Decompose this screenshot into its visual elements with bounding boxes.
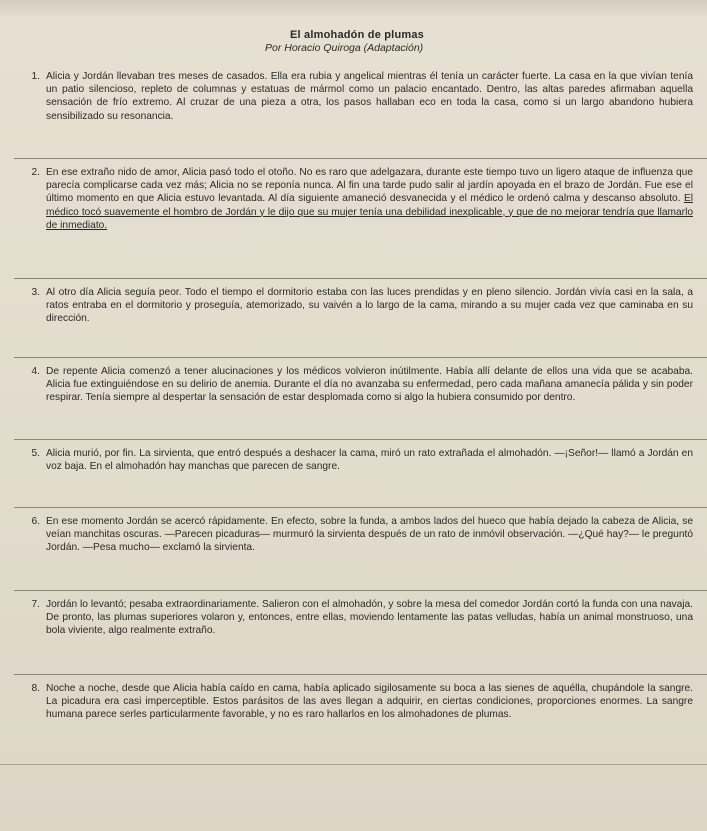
paragraph-4 xyxy=(0,365,707,433)
paragraph-number: 2. xyxy=(31,167,40,178)
paragraph-text: Al otro día Alicia seguía peor. Todo el tiempo el dormitorio estaba con las luces prendidas y en pleno silencio. Jordán vivía casi en la sala, a ratos entraba en el dormitorio y proseguía, atemorizado, su vaivén a lo largo de la cama, mirando a su mujer cada vez que caminaba en su dirección. xyxy=(46,287,693,325)
separator-line xyxy=(14,158,707,159)
underlined-passage: El médico tocó suavemente el hombro de Jordán y le dijo que su mujer tenía una debilidad inexplicable, y que de no mejorar tendría que llamarlo de inmediato. xyxy=(46,193,693,231)
paragraph-text: Jordán lo levantó; pesaba extraordinariamente. Salieron con el almohadón, y sobre la mesa del comedor Jordán cortó la funda con una navaja. De pronto, las plumas superiores volaron y, entonces, entre ellas, moviendo lentamente las patas velludas, había un animal monstruoso, una bola viviente, algo realmente extraño. xyxy=(46,599,693,637)
paragraph-2 xyxy=(0,166,707,266)
separator-line xyxy=(14,507,707,508)
paragraph-7 xyxy=(0,598,707,668)
paragraph-text: Alicia y Jordán llevaban tres meses de casados. Ella era rubia y angelical mientras él tenía un carácter fuerte. La casa en la que vivían tenía un patio silencioso, repleto de columnas y estatuas de mármol como un palacio encantado. Dentro, las altas paredes afirmaban aquella sensación de frío extremo. Al cruzar de una pieza a otra, los pasos hallaban eco en toda la casa, como si un largo abandono hubiera sensibilizado su resonancia. xyxy=(46,71,693,122)
paragraph-number: 8. xyxy=(31,683,40,694)
paragraph-number: 3. xyxy=(31,287,40,298)
separator-line xyxy=(14,357,707,358)
paragraph-text: En ese momento Jordán se acercó rápidamente. En efecto, sobre la funda, a ambos lados del hueco que había dejado la cabeza de Alicia, se veían manchitas oscuras. —Parecen picaduras— murmuró la sirvienta después de un rato de inmóvil observación. —¿Qué hay?— le preguntó Jordán. —Pesa mucho— exclamó la sirvienta. xyxy=(46,516,693,554)
separator-line xyxy=(14,439,707,440)
paragraph-3 xyxy=(0,286,707,352)
paragraph-number: 4. xyxy=(31,366,40,377)
paragraph-number: 7. xyxy=(31,599,40,610)
paragraph-8 xyxy=(0,682,707,756)
document-title: El almohadón de plumas xyxy=(290,29,424,41)
document-subtitle: Por Horacio Quiroga (Adaptación) xyxy=(265,42,424,54)
paragraph-5 xyxy=(0,447,707,501)
separator-line xyxy=(14,278,707,279)
page-shadow xyxy=(0,0,707,18)
paragraph-text-plain: En ese extraño nido de amor, Alicia pasó todo el otoño. No es raro que adelgazara, durante este tiempo tuvo un ligero ataque de influenza que parecía complicarse cada vez más; Alicia no se reponía nunca. Al fin una tarde pudo salir al jardín apoyada en el brazo de Jordán. Fue ese el último momento en que Alicia estuvo levantada. Al día siguiente amaneció desvanecida y el médico le ordenó calma y descanso absoluto. xyxy=(46,167,693,205)
paragraph-text xyxy=(46,166,693,232)
separator-line xyxy=(14,590,707,591)
paragraph-number: 5. xyxy=(31,448,40,459)
paragraph-text: Alicia murió, por fin. La sirvienta, que entró después a deshacer la cama, miró un rato extrañada el almohadón. —¡Señor!— llamó a Jordán en voz baja. En el almohadón hay manchas que parecen de sangre. xyxy=(46,448,693,473)
bottom-separator xyxy=(0,764,707,765)
paragraph-6 xyxy=(0,515,707,585)
paragraph-1 xyxy=(0,70,707,150)
separator-line xyxy=(14,674,707,675)
paragraph-text: De repente Alicia comenzó a tener alucinaciones y los médicos volvieron inútilmente. Había allí delante de ellos una vida que se acababa. Alicia fue extinguiéndose en su delirio de anemia. Durante el día no avanzaba su enfermedad, pero cada mañana amanecía pálida y sin poder respirar. Tenía siempre al despertar la sensación de estar desplomada como si algo la hubiera consumido por dentro. xyxy=(46,366,693,404)
paragraph-text: Noche a noche, desde que Alicia había caído en cama, había aplicado sigilosamente su boca a las sienes de aquélla, chupándole la sangre. La picadura era casi imperceptible. Estos parásitos de las aves llegan a adquirir, en ciertas condiciones, proporciones enormes. La sangre humana parece serles particularmente favorable, y no es raro hallarlos en los almohadones de plumas. xyxy=(46,683,693,721)
paragraph-number: 6. xyxy=(31,516,40,527)
paragraph-number: 1. xyxy=(31,71,40,82)
